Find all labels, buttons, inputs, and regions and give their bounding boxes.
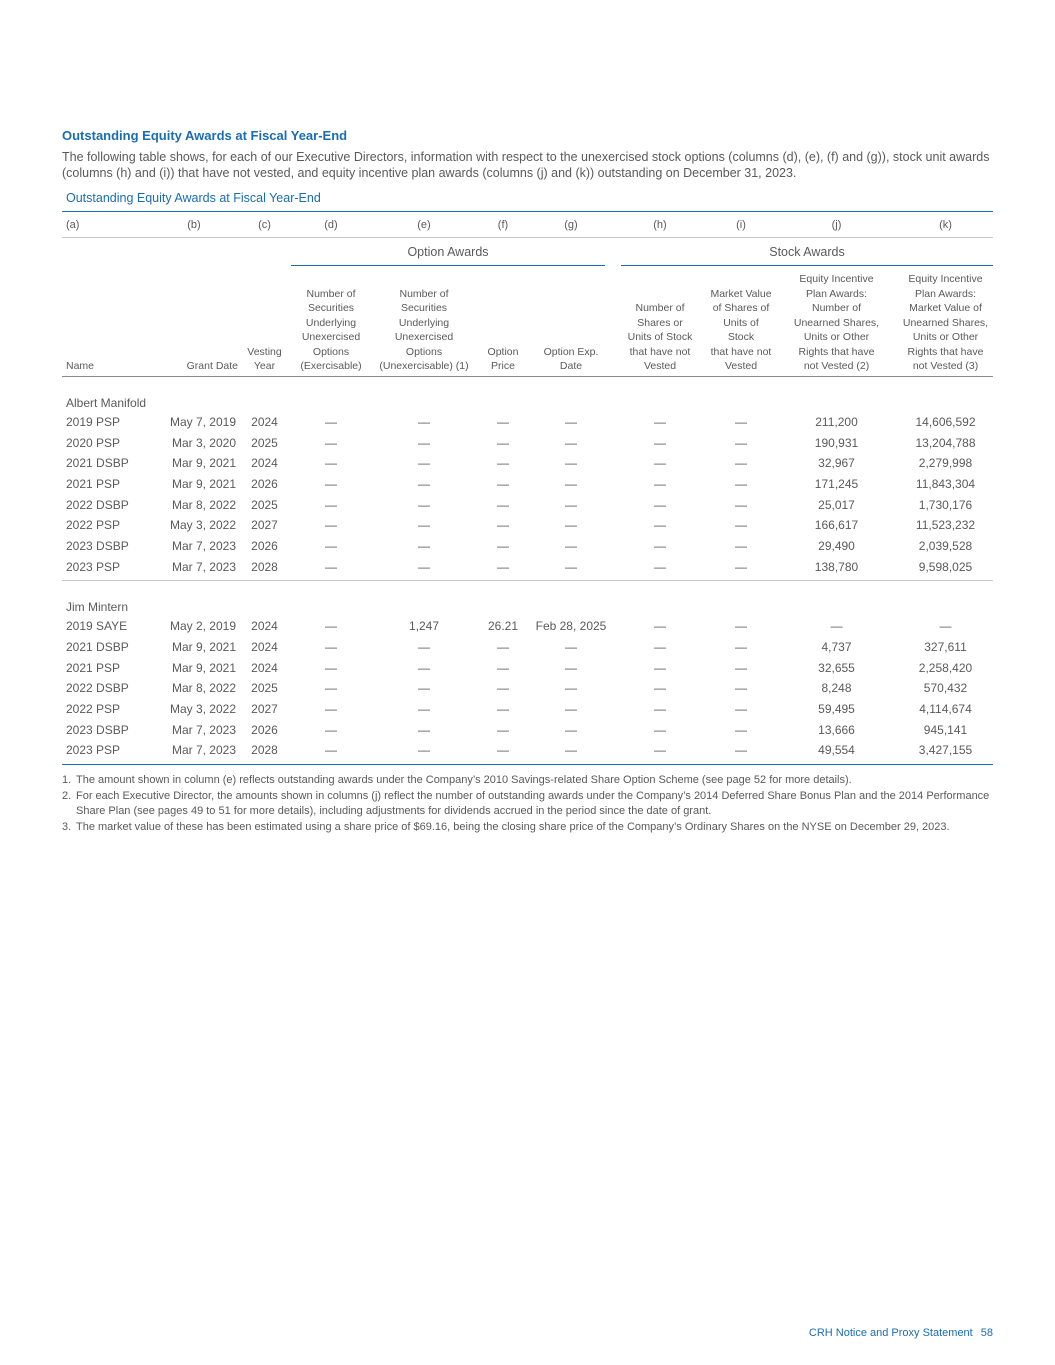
column-letter: (d): [291, 212, 371, 238]
table-cell: 4,737: [821, 640, 852, 655]
table-cell: —: [371, 556, 477, 580]
footnote-number: 3.: [62, 820, 72, 833]
table-cell: 13,204,788: [915, 435, 976, 450]
table-cell: 2026: [251, 722, 278, 737]
header-vesting-year: [238, 266, 291, 376]
header-line: Rights that have: [798, 345, 875, 358]
header-line: Unexercised: [394, 331, 454, 343]
table-cell: 2019 PSP: [66, 414, 121, 429]
intro-paragraph: The following table shows, for each of our Executive Directors, information with respect to the unexercised stock options (columns (d), (e), (f) and (g)), stock unit awards (columns (h) and (i)) that have not vested, and equity incentive plan awards (columns (j) and (k)) outstanding on December 31, 2023.: [62, 150, 990, 180]
table-cell: —: [735, 497, 747, 512]
table-cell: 570,432: [923, 681, 968, 696]
table-cell: 2022 PSP: [66, 702, 121, 717]
table-cell: —: [654, 414, 666, 429]
table-cell: 4,114,674: [919, 702, 972, 717]
table-cell: May 3, 2022: [169, 702, 236, 717]
person-name: Jim Mintern: [66, 600, 129, 614]
table-cell: 2021 DSBP: [66, 456, 129, 471]
table-cell: 2021 PSP: [66, 476, 121, 491]
table-cell: —: [613, 556, 707, 580]
header-e: [371, 266, 477, 376]
table-cell: —: [325, 414, 337, 429]
table-cell: 2027: [251, 518, 278, 533]
header-line: Options: [405, 345, 443, 358]
table-cell: 2019 SAYE: [66, 619, 128, 634]
table-cell: —: [735, 538, 747, 553]
table-cell: 2022 PSP: [66, 518, 121, 533]
table-title: Outstanding Equity Awards at Fiscal Year-End: [62, 191, 993, 212]
table-cell: —: [707, 740, 775, 764]
header-line: Number of: [635, 302, 685, 314]
table-cell: 11,523,232: [915, 518, 976, 533]
table-cell: —: [325, 476, 337, 491]
table-cell: 2026: [251, 538, 278, 553]
header-line: not Vested (3): [912, 360, 979, 372]
table-cell: —: [371, 740, 477, 764]
table-cell: 171,245: [814, 476, 859, 491]
table-cell: —: [565, 435, 577, 450]
table-cell: —: [939, 619, 952, 634]
table-cell: 2024: [251, 619, 278, 634]
publication-name: CRH Notice and Proxy Statement: [808, 1327, 973, 1339]
header-line: Units of Stock: [723, 316, 759, 343]
table-cell: —: [497, 722, 509, 737]
table-cell: —: [497, 497, 509, 512]
table-cell: Mar 9, 2021: [171, 660, 236, 675]
footnote: [62, 789, 993, 819]
table-cell: Mar 8, 2022: [171, 681, 236, 696]
table-cell: Mar 9, 2021: [171, 640, 236, 655]
table-cell: —: [497, 660, 509, 675]
table-cell: 32,967: [818, 456, 855, 471]
table-cell: 2025: [251, 435, 278, 450]
table-cell: May 3, 2022: [169, 518, 236, 533]
table-cell: 2026: [251, 476, 278, 491]
table-cell: —: [654, 660, 666, 675]
table-cell: 2023 PSP: [62, 556, 150, 580]
table-cell: —: [565, 456, 577, 471]
table-cell: 327,611: [924, 640, 967, 655]
header-line: Number of: [399, 287, 449, 300]
group-header-row: [62, 238, 993, 267]
column-headers-row: [62, 266, 993, 376]
table-cell: 26.21: [487, 619, 519, 634]
header-line: Year: [253, 360, 276, 372]
table-cell: —: [291, 740, 371, 764]
header-line: Price: [491, 360, 515, 372]
table-row: [62, 616, 993, 637]
table-cell: —: [654, 640, 666, 655]
table-cell: —: [654, 619, 666, 634]
header-line: Vesting: [247, 345, 282, 358]
table-cell: Mar 7, 2023: [171, 722, 236, 737]
table-cell: 49,554: [775, 740, 898, 764]
header-line: Unexercised: [301, 331, 361, 343]
table-cell: —: [418, 660, 430, 675]
header-d: [291, 266, 371, 376]
header-line: that have not: [629, 345, 691, 358]
table-cell: —: [565, 414, 577, 429]
table-cell: —: [565, 476, 577, 491]
header-i: [707, 266, 775, 376]
table-cell: —: [418, 476, 430, 491]
header-line: Securities: [400, 302, 448, 314]
header-line: Equity Incentive: [908, 273, 983, 285]
table-cell: May 7, 2019: [169, 414, 236, 429]
section-title: Outstanding Equity Awards at Fiscal Year-End: [62, 128, 348, 143]
table-cell: Mar 7, 2023: [150, 556, 238, 580]
table-cell: 2023 DSBP: [66, 722, 129, 737]
table-cell: Mar 3, 2020: [171, 435, 236, 450]
equity-awards-table: [62, 212, 993, 765]
column-letters-row: [62, 212, 993, 238]
table-row: [62, 556, 993, 580]
footnote-number: 2.: [62, 789, 72, 802]
table-cell: —: [418, 414, 430, 429]
header-line: (Exercisable): [300, 360, 362, 372]
table-cell: —: [565, 497, 577, 512]
column-letter: (a): [62, 212, 150, 238]
table-cell: —: [497, 456, 509, 471]
table-cell: 2025: [251, 681, 278, 696]
table-cell: —: [565, 640, 577, 655]
table-cell: —: [654, 702, 666, 717]
table-cell: 2021 PSP: [66, 660, 121, 675]
page-content: [62, 128, 993, 836]
table-cell: —: [497, 414, 509, 429]
table-cell: —: [497, 640, 509, 655]
table-row: [62, 474, 993, 495]
table-body: [62, 376, 993, 764]
table-cell: 25,017: [818, 497, 855, 512]
table-cell: 2024: [251, 640, 278, 655]
table-cell: Mar 7, 2023: [171, 538, 236, 553]
table-cell: —: [325, 518, 337, 533]
table-cell: —: [654, 518, 666, 533]
header-line: not Vested (2): [803, 360, 870, 372]
table-cell: —: [565, 681, 577, 696]
header-line: Market Value: [710, 287, 772, 300]
table-cell: Mar 7, 2023: [150, 740, 238, 764]
table-cell: 2025: [251, 497, 278, 512]
table-cell: —: [735, 640, 747, 655]
column-letter: (i): [707, 212, 775, 238]
header-line: Option: [487, 345, 519, 358]
table-cell: —: [325, 497, 337, 512]
header-line: Units or Other: [912, 331, 979, 343]
column-letter: (e): [371, 212, 477, 238]
table-row: [62, 515, 993, 536]
header-line: Units of Stock: [627, 331, 693, 343]
table-cell: 2,039,528: [918, 538, 973, 553]
table-row: [62, 740, 993, 764]
table-row: [62, 412, 993, 433]
table-cell: Mar 9, 2021: [171, 456, 236, 471]
header-line: Plan Awards:: [914, 287, 977, 300]
table-cell: 13,666: [818, 722, 855, 737]
column-letter: (b): [150, 212, 238, 238]
header-k: [898, 266, 993, 376]
footnote: [62, 820, 993, 835]
footnotes: [62, 773, 993, 835]
table-row: [62, 536, 993, 557]
table-cell: 2024: [251, 456, 278, 471]
table-cell: 59,495: [818, 702, 855, 717]
option-awards-group: Option Awards: [291, 239, 605, 266]
header-line: Options: [312, 345, 350, 358]
table-cell: —: [735, 722, 747, 737]
table-row: [62, 719, 993, 740]
table-cell: —: [654, 722, 666, 737]
table-cell: —: [325, 681, 337, 696]
header-name: Name: [62, 266, 150, 376]
table-cell: —: [418, 497, 430, 512]
table-cell: —: [497, 435, 509, 450]
table-cell: —: [325, 619, 337, 634]
table-row: [62, 678, 993, 699]
table-cell: 2,258,420: [918, 660, 973, 675]
table-cell: 9,598,025: [898, 556, 993, 580]
header-g: [529, 266, 613, 376]
table-cell: —: [418, 722, 430, 737]
page-number: 58: [980, 1327, 993, 1339]
header-line: Vested: [724, 360, 758, 372]
table-cell: 2028: [238, 740, 291, 764]
table-cell: —: [529, 740, 613, 764]
table-cell: —: [325, 456, 337, 471]
header-line: Equity Incentive: [799, 273, 874, 285]
table-row: [62, 657, 993, 678]
table-cell: —: [654, 476, 666, 491]
header-line: Underlying: [398, 316, 450, 329]
person-row: [62, 581, 993, 617]
table-row: [62, 432, 993, 453]
table-cell: —: [735, 619, 747, 634]
table-cell: —: [497, 518, 509, 533]
column-letter: (j): [775, 212, 898, 238]
stock-awards-group: Stock Awards: [621, 239, 993, 266]
table-cell: —: [565, 538, 577, 553]
header-line: Unearned Shares,: [902, 316, 989, 329]
table-cell: —: [418, 681, 430, 696]
footnote: [62, 773, 993, 788]
header-line: Number of: [306, 287, 356, 300]
header-line: Option Exp.: [543, 345, 599, 358]
table-cell: —: [418, 538, 430, 553]
table-cell: Mar 8, 2022: [171, 497, 236, 512]
footnote-text: The market value of these has been estimated using a share price of $69.16, being the closing share price of the Company’s Ordinary Shares on the NYSE on December 29, 2023.: [76, 820, 950, 833]
header-line: (Unexercisable) (1): [379, 360, 469, 372]
person-name: Albert Manifold: [66, 395, 147, 410]
page-footer: [809, 1327, 993, 1339]
table-cell: —: [735, 435, 747, 450]
table-cell: —: [654, 456, 666, 471]
table-cell: —: [830, 619, 843, 634]
table-cell: 211,200: [815, 414, 858, 429]
table-cell: —: [325, 435, 337, 450]
table-cell: —: [565, 660, 577, 675]
table-row: [62, 494, 993, 515]
table-cell: —: [497, 681, 509, 696]
header-line: Shares or: [637, 316, 683, 329]
table-cell: 2020 PSP: [66, 435, 121, 450]
table-row: [62, 637, 993, 658]
table-cell: 14,606,592: [915, 414, 976, 429]
table-cell: Feb 28, 2025: [535, 619, 607, 634]
table-cell: —: [735, 681, 747, 696]
table-cell: —: [418, 702, 430, 717]
table-cell: —: [325, 660, 337, 675]
table-cell: —: [418, 518, 430, 533]
table-cell: 32,655: [818, 660, 855, 675]
header-line: Date: [559, 360, 583, 372]
table-cell: 2,279,998: [918, 456, 973, 471]
header-line: Rights that have: [907, 345, 984, 358]
table-cell: 3,427,155: [898, 740, 993, 764]
column-letter: (g): [529, 212, 613, 238]
header-line: Unearned Shares,: [793, 316, 880, 329]
table-cell: —: [654, 497, 666, 512]
column-letter: (k): [898, 212, 993, 238]
table-cell: 2021 DSBP: [66, 640, 129, 655]
column-letter: (f): [477, 212, 529, 238]
header-line: Securities: [307, 302, 355, 314]
table-cell: —: [529, 556, 613, 580]
table-cell: —: [291, 556, 371, 580]
footnote-text: For each Executive Director, the amounts shown in columns (j) reflect the number of outstanding awards under the Company’s 2014 Deferred Share Bonus Plan and the 2014 Performance Share Plan (see pages 49 to 51 for more details), including adjustments for dividends accrued in the period since the date of grant.: [76, 789, 990, 817]
table-cell: —: [735, 456, 747, 471]
header-line: Underlying: [305, 316, 357, 329]
table-cell: —: [477, 740, 529, 764]
table-cell: —: [654, 435, 666, 450]
column-letter: (h): [613, 212, 707, 238]
header-line: Market Value of: [909, 302, 982, 314]
table-cell: —: [735, 660, 747, 675]
header-line: Units or Other: [803, 331, 870, 343]
table-cell: 8,248: [821, 681, 852, 696]
header-h: [613, 266, 707, 376]
table-cell: —: [477, 556, 529, 580]
table-cell: —: [418, 640, 430, 655]
table-cell: —: [497, 476, 509, 491]
header-line: of Shares of: [712, 302, 770, 314]
header-f: [477, 266, 529, 376]
table-cell: 2023 DSBP: [66, 538, 129, 553]
table-cell: —: [418, 456, 430, 471]
table-cell: 166,617: [814, 518, 859, 533]
table-cell: —: [707, 556, 775, 580]
table-cell: 11,843,304: [915, 476, 976, 491]
table-cell: 138,780: [775, 556, 898, 580]
table-cell: 2027: [251, 702, 278, 717]
table-cell: —: [497, 538, 509, 553]
table-cell: —: [654, 538, 666, 553]
table-cell: —: [565, 702, 577, 717]
table-cell: Mar 9, 2021: [171, 476, 236, 491]
table-cell: —: [325, 538, 337, 553]
column-letter: (c): [238, 212, 291, 238]
header-grant-date: Grant Date: [150, 266, 238, 376]
table-cell: 2024: [251, 414, 278, 429]
table-cell: 945,141: [923, 722, 968, 737]
table-cell: 2022 DSBP: [66, 497, 129, 512]
table-cell: —: [735, 518, 747, 533]
table-cell: May 2, 2019: [169, 619, 236, 634]
table-cell: —: [418, 435, 430, 450]
table-row: [62, 699, 993, 720]
table-cell: —: [325, 702, 337, 717]
header-line: Vested: [643, 360, 677, 372]
person-row: [62, 376, 993, 412]
table-cell: —: [654, 681, 666, 696]
table-cell: —: [325, 722, 337, 737]
table-cell: 1,730,176: [918, 497, 973, 512]
table-cell: 29,490: [818, 538, 855, 553]
header-line: that have not: [710, 345, 772, 358]
table-cell: 1,247: [408, 619, 440, 634]
table-cell: 190,931: [814, 435, 859, 450]
table-cell: —: [325, 640, 337, 655]
table-cell: —: [613, 740, 707, 764]
footnote-text: The amount shown in column (e) reflects outstanding awards under the Company’s 2010 Savings-related Share Option Scheme (see page 52 for more details).: [76, 773, 852, 786]
table-cell: —: [565, 722, 577, 737]
table-cell: —: [735, 702, 747, 717]
table-cell: —: [497, 702, 509, 717]
table-cell: —: [565, 518, 577, 533]
table-cell: 2023 PSP: [62, 740, 150, 764]
header-line: Number of: [811, 302, 862, 314]
table-cell: 2022 DSBP: [66, 681, 129, 696]
header-j: [775, 266, 898, 376]
table-cell: 2024: [251, 660, 278, 675]
table-cell: —: [735, 476, 747, 491]
table-row: [62, 453, 993, 474]
table-cell: —: [735, 414, 747, 429]
footnote-number: 1.: [62, 773, 72, 786]
header-line: Plan Awards:: [805, 287, 868, 300]
table-cell: 2028: [238, 556, 291, 580]
